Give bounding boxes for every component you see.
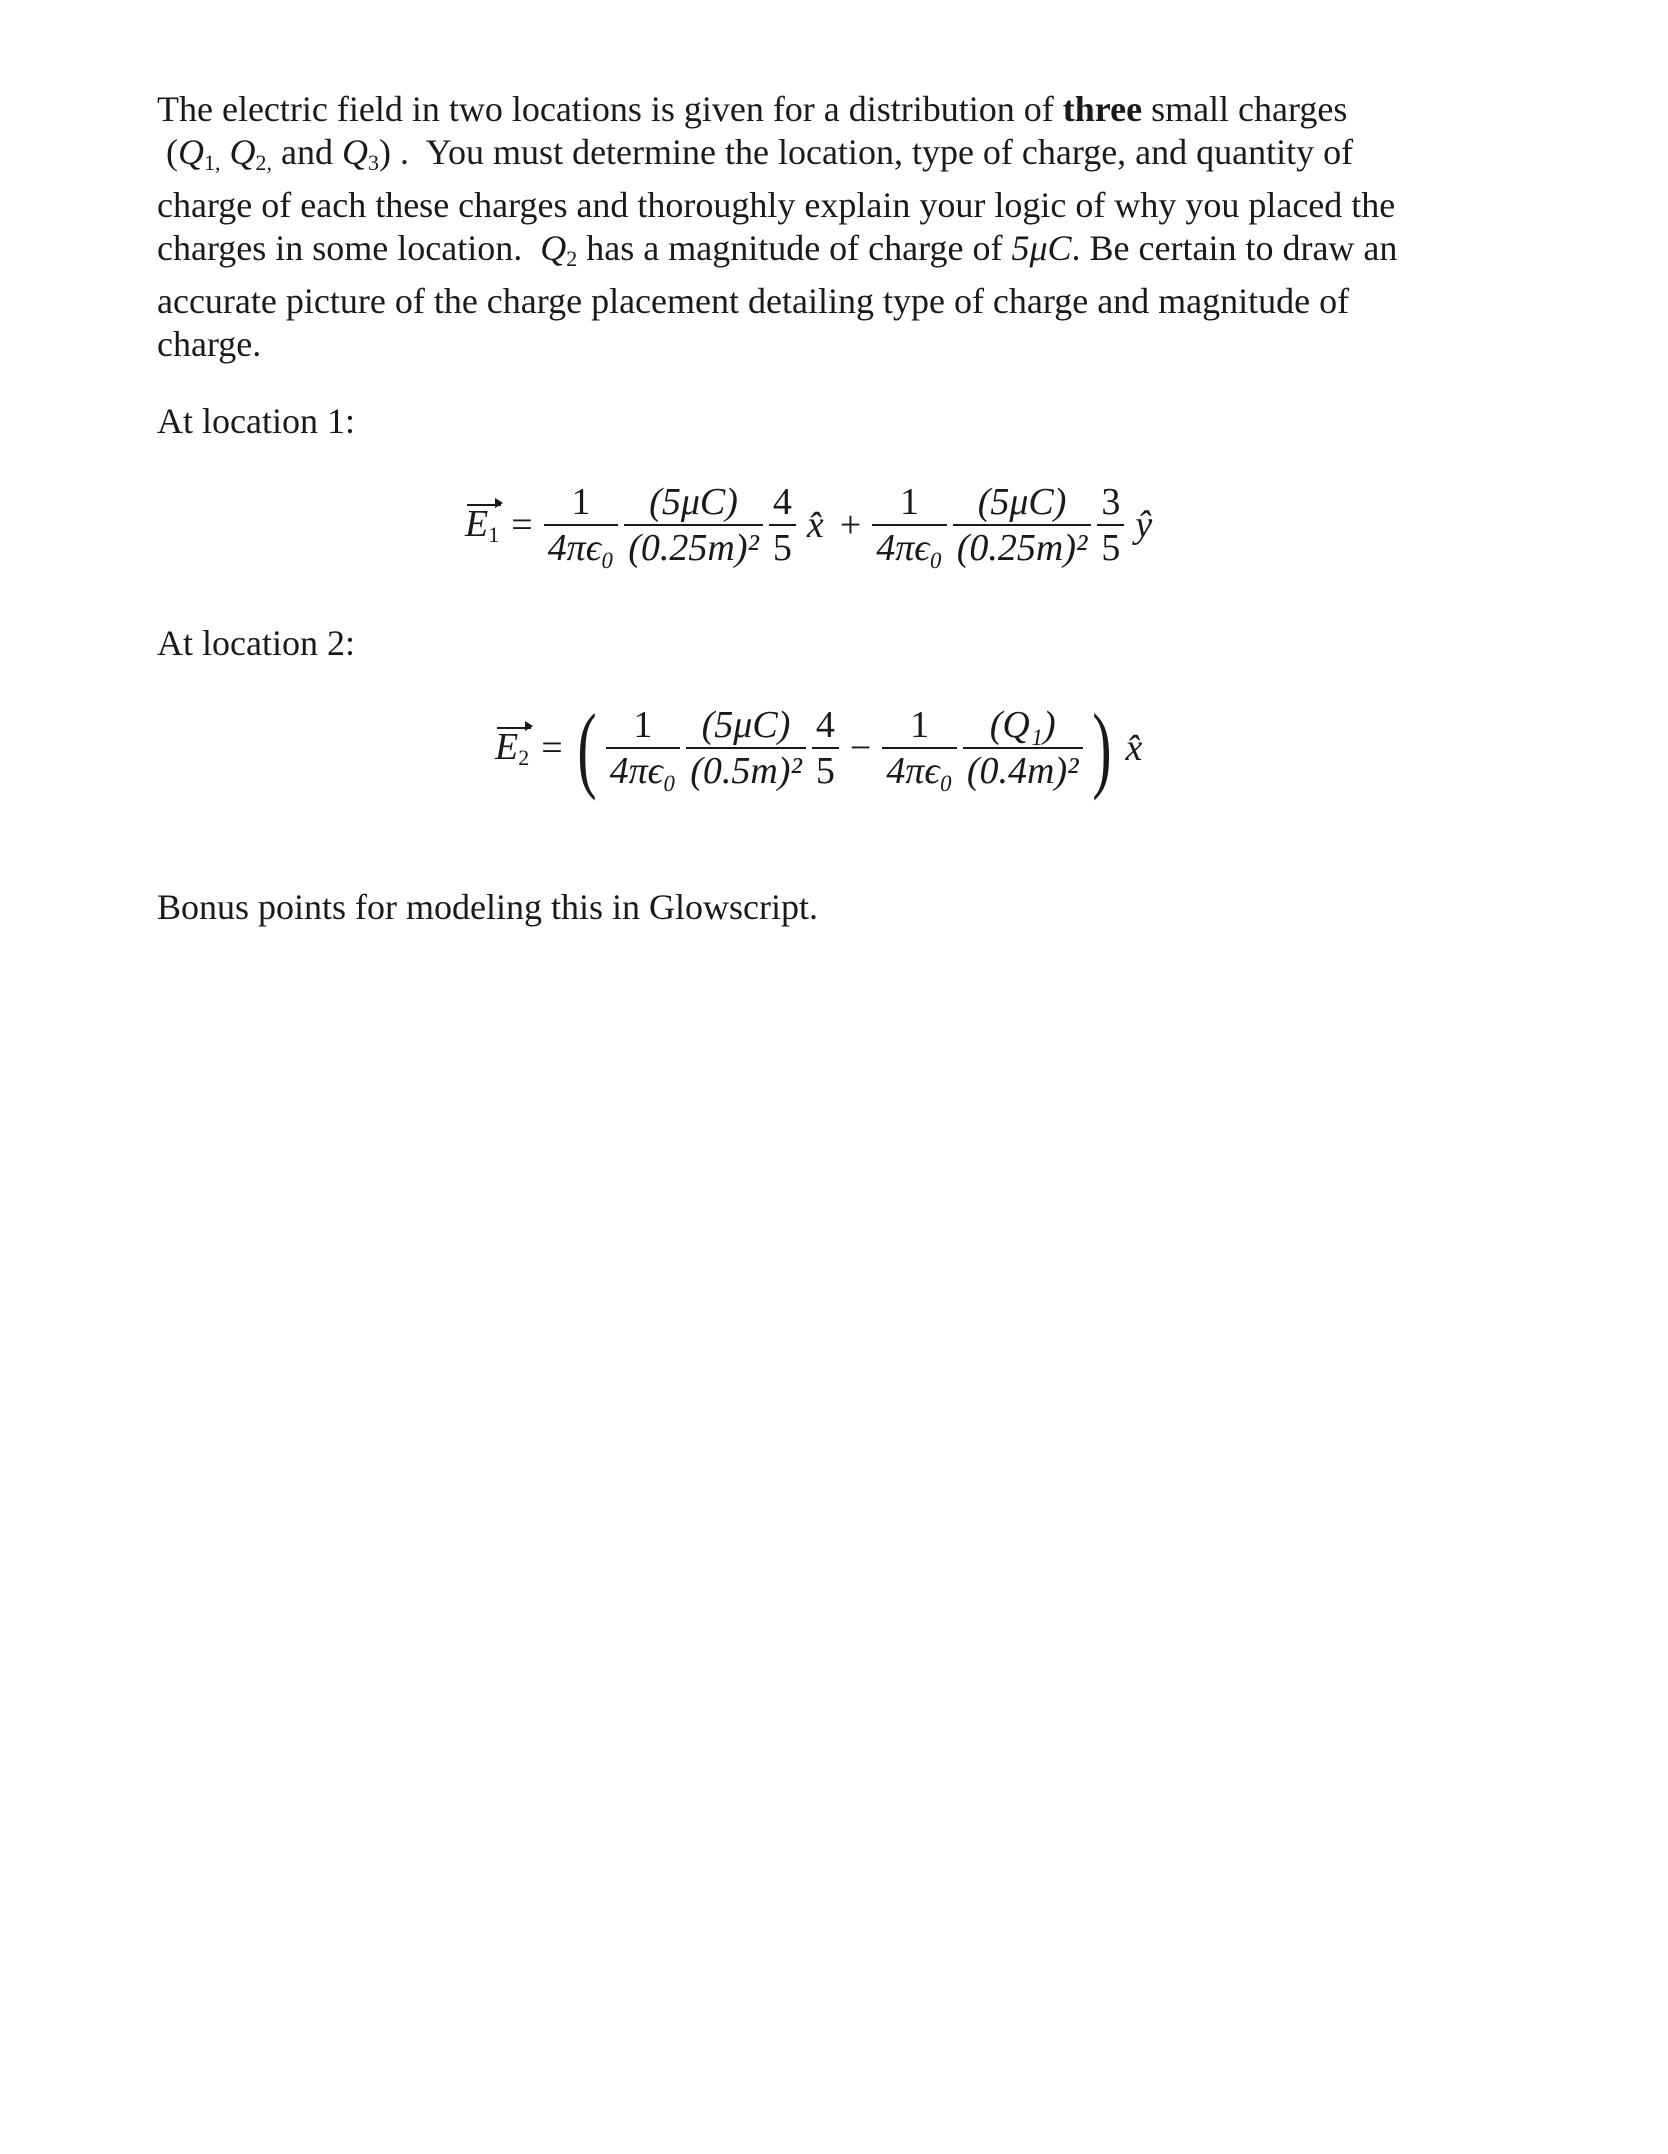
e1-term2-charge-fraction: $\frac{(5\mu C)}{\text{(0.25m)²}}$ <box>953 480 1092 570</box>
e2-term2-coefficient: $\frac{1}{\text{4πϵ₀}}$ <box>882 703 957 793</box>
e1-term1-ratio: $\frac{4}{5}$ <box>769 480 796 570</box>
e1-term2-ratio: $\frac{3}{5}$ <box>1097 480 1124 570</box>
equation-location-1: $E_1$ = $\frac{1}{\text{4πϵ₀}}$ $\frac{(5\mu C)}{\text{(0.25m)²}}$ $\frac{4}{5}$ x̂ + $\frac{1}{\text{4πϵ₀}}$ $\frac{(5\mu C)}{\text{(0.25m)²}}$ $\frac{3}{5}$ ŷ <box>465 481 1153 569</box>
problem-line-5: accurate picture of the charge placement detailing type of charge and magnitude of <box>157 281 1350 321</box>
e2-term1-charge-fraction: $\frac{(5\mu C)}{\text{(0.5m)²}}$ <box>686 703 806 793</box>
e1-term1-charge-fraction: $\frac{(5\mu C)}{\text{(0.25m)²}}$ <box>624 480 763 570</box>
e2-term1-coefficient: $\frac{1}{\text{4πϵ₀}}$ <box>606 703 681 793</box>
problem-line-2: ($Q_{1,}$ $Q_{2,}$ and $Q_3$) . You must determine the location, type of charge, and quantity of <box>166 132 1354 175</box>
problem-line-6: charge. <box>157 324 262 364</box>
location-1-label: At location 1: <box>157 401 355 441</box>
x-hat-unit: x̂ <box>806 504 824 546</box>
problem-statement <box>157 88 1517 366</box>
e1-vector: $E_1$ <box>465 503 500 547</box>
problem-line-4: charges in some location. $Q_2$ has a magnitude of charge of 5μC. Be certain to draw an <box>157 228 1398 271</box>
e2-vector: $E_2$ <box>495 726 530 770</box>
e1-term2-coefficient: $\frac{1}{\text{4πϵ₀}}$ <box>872 480 947 570</box>
y-hat-unit: ŷ <box>1135 504 1153 546</box>
location-2-label: At location 2: <box>157 623 355 663</box>
e2-term1-ratio: $\frac{4}{5}$ <box>812 703 839 793</box>
bonus-note: Bonus points for modeling this in Glowscript. <box>157 887 818 927</box>
problem-line-3: charge of each these charges and thoroughly explain your logic of why you placed the <box>157 185 1396 225</box>
e2-term2-charge-fraction: $\frac{\text{(Q₁)}}{\text{(0.4m)²}}$ <box>963 703 1083 793</box>
e1-term1-coefficient: $\frac{1}{\text{4πϵ₀}}$ <box>544 480 619 570</box>
x-hat-unit: x̂ <box>1125 727 1143 769</box>
equation-location-2: $E_2$ = ( $\frac{1}{\text{4πϵ₀}}$ $\frac{(5\mu C)}{\text{(0.5m)²}}$ $\frac{4}{5}$ − $\frac{1}{\text{4πϵ₀}}$ $\frac{\text{(Q₁)}}{\text{(0.4m)²}}$ ) x̂ <box>495 694 1143 801</box>
emphasis-three: three <box>1062 89 1143 129</box>
problem-line-1: The electric field in two locations is given for a distribution of three small charges <box>157 89 1348 129</box>
